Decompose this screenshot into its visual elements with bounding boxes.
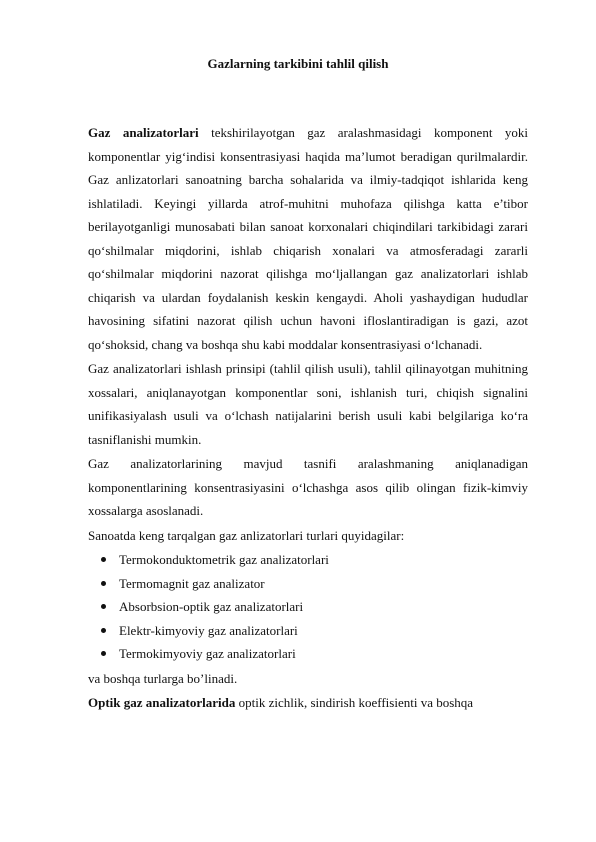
paragraph-1 [88, 121, 528, 356]
bullet-icon [101, 604, 106, 609]
list-item [88, 548, 528, 572]
paragraph-last [88, 691, 528, 715]
list-item-label: Elektr-kimyoviy gaz analizatorlari [119, 622, 298, 638]
list-item-label: Termokimyoviy gaz analizatorlari [119, 646, 296, 661]
analyzer-types-list [88, 548, 528, 666]
bullet-icon [101, 581, 106, 586]
bullet-icon [101, 628, 106, 633]
paragraph-last-text: optik zichlik, sindirish koeffisienti va boshqa [235, 695, 474, 710]
list-item [88, 619, 528, 643]
bullet-icon [101, 651, 106, 656]
paragraph-after-list: va boshqa turlarga bo’linadi. [88, 670, 238, 686]
document-body [88, 121, 528, 716]
list-item-label: Termomagnit gaz analizator [119, 575, 265, 591]
list-item [88, 572, 528, 596]
bullet-icon [101, 557, 106, 562]
paragraph-4: Sanoatda keng tarqalgan gaz anlizatorlari turlari quyidagilar: [88, 527, 405, 543]
list-item-label: Absorbsion-optik gaz analizatorlari [119, 599, 304, 614]
paragraph-1-term: Gaz analizatorlari [88, 125, 199, 140]
paragraph-3: Gaz analizatorlarining mavjud tasnifi aralashmaning aniqlanadigan komponentlarining konsentrasiyasini o‘lchashga asos qilib olingan fizik-kimviy xossalarga asoslanadi. [88, 456, 528, 518]
list-item [88, 642, 528, 666]
page-title: Gazlarning tarkibini tahlil qilish [207, 56, 389, 71]
list-item-label: Termokonduktometrik gaz analizatorlari [119, 552, 329, 567]
paragraph-last-term: Optik gaz analizatorlarida [88, 695, 236, 710]
paragraph-2: Gaz analizatorlari ishlash prinsipi (tahlil qilish usuli), tahlil qilinayotgan muhitning xossalari, aniqlanayotgan komponentlar soni, ishlanish turi, chiqish signalini unifikasiyalash usuli va o‘lchash natijalarini berish usuli kabi belgilariga ko‘ra tasniflanishi mumkin. [88, 361, 528, 447]
paragraph-1-text: tekshirilayotgan gaz aralashmasidagi komponent yoki komponentlar yig‘indisi konsentrasiyasi haqida ma’lumot beradigan qurilmalardir. Gaz anlizatorlari sanoatning barcha sohalarida va ilmiy-tadqiqot ishlarida keng ishlatiladi. Keyingi yillarda atrof-muhitni muhofaza qilishga katta e’tibor berilayotganligi munosabati bilan sanoat korxonalari chiqindilari tarkibidagi zarari qo‘shilmalar miqdorini, ishlab chiqarish xonalari va atmosferadagi zararli qo‘shilmalar miqdorini nazorat qilishga mo‘ljallangan gaz analizatorlari ishlab chiqarish va ulardan foydalanish keskin kengaydi. Aholi yashaydigan hududlar havosining sifatini nazorat qilish uchun havoni ifloslantiradigan is gazi, azot qo‘shoksid, chang va boshqa shu kabi moddalar konsentrasiyasi o‘lchanadi. [88, 125, 528, 352]
list-item [88, 595, 528, 619]
